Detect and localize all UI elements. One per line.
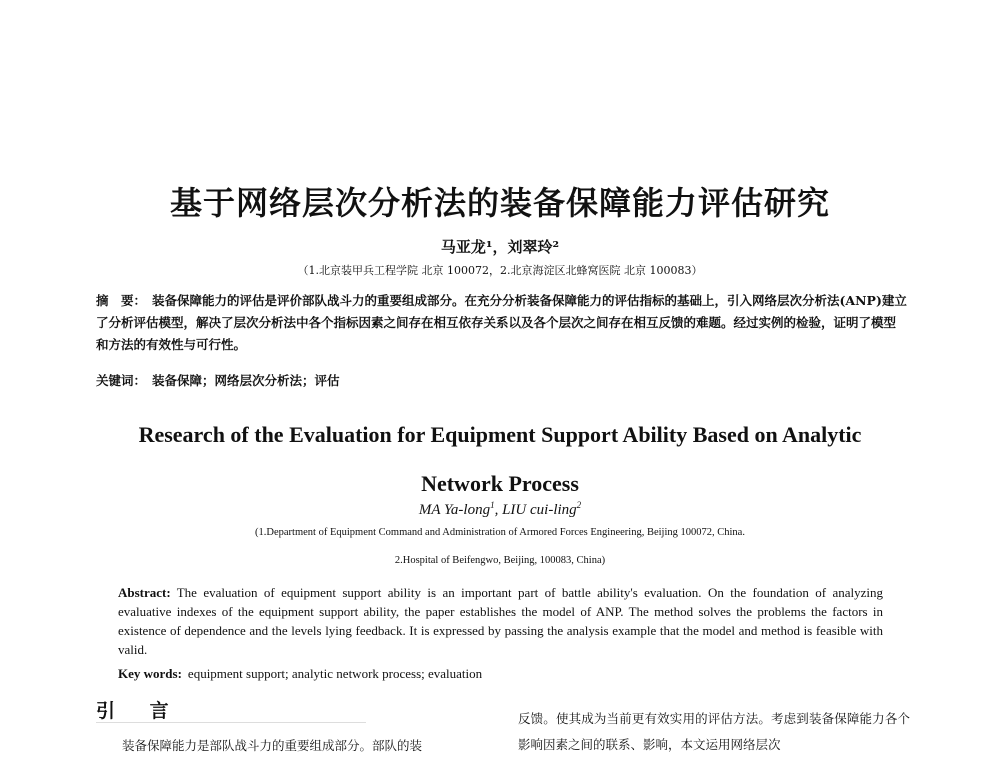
chinese-affiliation: （1.北京装甲兵工程学院 北京 100072，2.北京海淀区北蜂窝医院 北京 100083） xyxy=(297,264,703,277)
english-authors xyxy=(0,500,1000,519)
chinese-abstract-text: 装备保障能力的评估是评价部队战斗力的重要组成部分。在充分分析装备保障能力的评估指标的基础上，引入网络层次分析法(ANP)建立了分析评估模型，解决了层次分析法中各个指标因素之间存在相互依存关系以及各个层次之间存在相互反馈的难题。经过实例的检验，证明了模型和方法的有效性与可行性。 xyxy=(96,293,907,352)
chinese-keywords xyxy=(96,370,908,392)
body-left-column: 装备保障能力是部队战斗力的重要组成部分。部队的装 xyxy=(122,738,423,753)
english-abstract-label: Abstract: xyxy=(118,585,171,600)
english-affiliation-2: 2.Hospital of Beifengwo, Beijing, 100083, China) xyxy=(394,555,606,566)
english-keywords xyxy=(118,664,883,683)
english-keywords-text: equipment support; analytic network process; evaluation xyxy=(187,666,483,681)
body-right-column: 反馈。使其成为当前更有效实用的评估方法。考虑到装备保障能力各个影响因素之间的联系、影响，本文运用网络层次 xyxy=(518,711,910,752)
english-affiliation-1: (1.Department of Equipment Command and Administration of Armored Forces Engineering, Beijing 100072, China. xyxy=(255,527,745,538)
english-title: Research of the Evaluation for Equipment Support Ability Based on Analytic Network Process xyxy=(138,422,862,496)
section-heading-introduction: 引 言 xyxy=(96,700,183,722)
english-author-1-sup: 1 xyxy=(490,500,495,510)
chinese-keywords-text: 装备保障；网络层次分析法；评估 xyxy=(152,373,340,388)
section-divider xyxy=(96,722,366,723)
english-author-2-sup: 2 xyxy=(576,500,582,510)
chinese-keywords-label: 关键词： xyxy=(96,373,147,388)
english-abstract xyxy=(118,583,883,659)
english-abstract-text: The evaluation of equipment support ability is an important part of battle ability's evaluation. On the foundation of analyzing evaluative indexes of the equipment support ability, the paper establishes the model of ANP. The method solves the problems the factors in existence of dependence and the levels lying feedback. It is expressed by passing the analysis example that the model and method is feasible with valid. xyxy=(118,585,883,657)
chinese-abstract xyxy=(96,290,908,356)
english-author-2: LIU cui-ling xyxy=(502,502,577,518)
chinese-abstract-label: 摘 要： xyxy=(96,293,147,308)
chinese-authors: 马亚龙¹，刘翠玲² xyxy=(440,238,560,256)
chinese-title: 基于网络层次分析法的装备保障能力评估研究 xyxy=(169,184,830,222)
english-author-separator: , xyxy=(494,502,503,518)
english-keywords-label: Key words: xyxy=(118,666,182,681)
english-author-1: MA Ya-long xyxy=(418,502,491,518)
